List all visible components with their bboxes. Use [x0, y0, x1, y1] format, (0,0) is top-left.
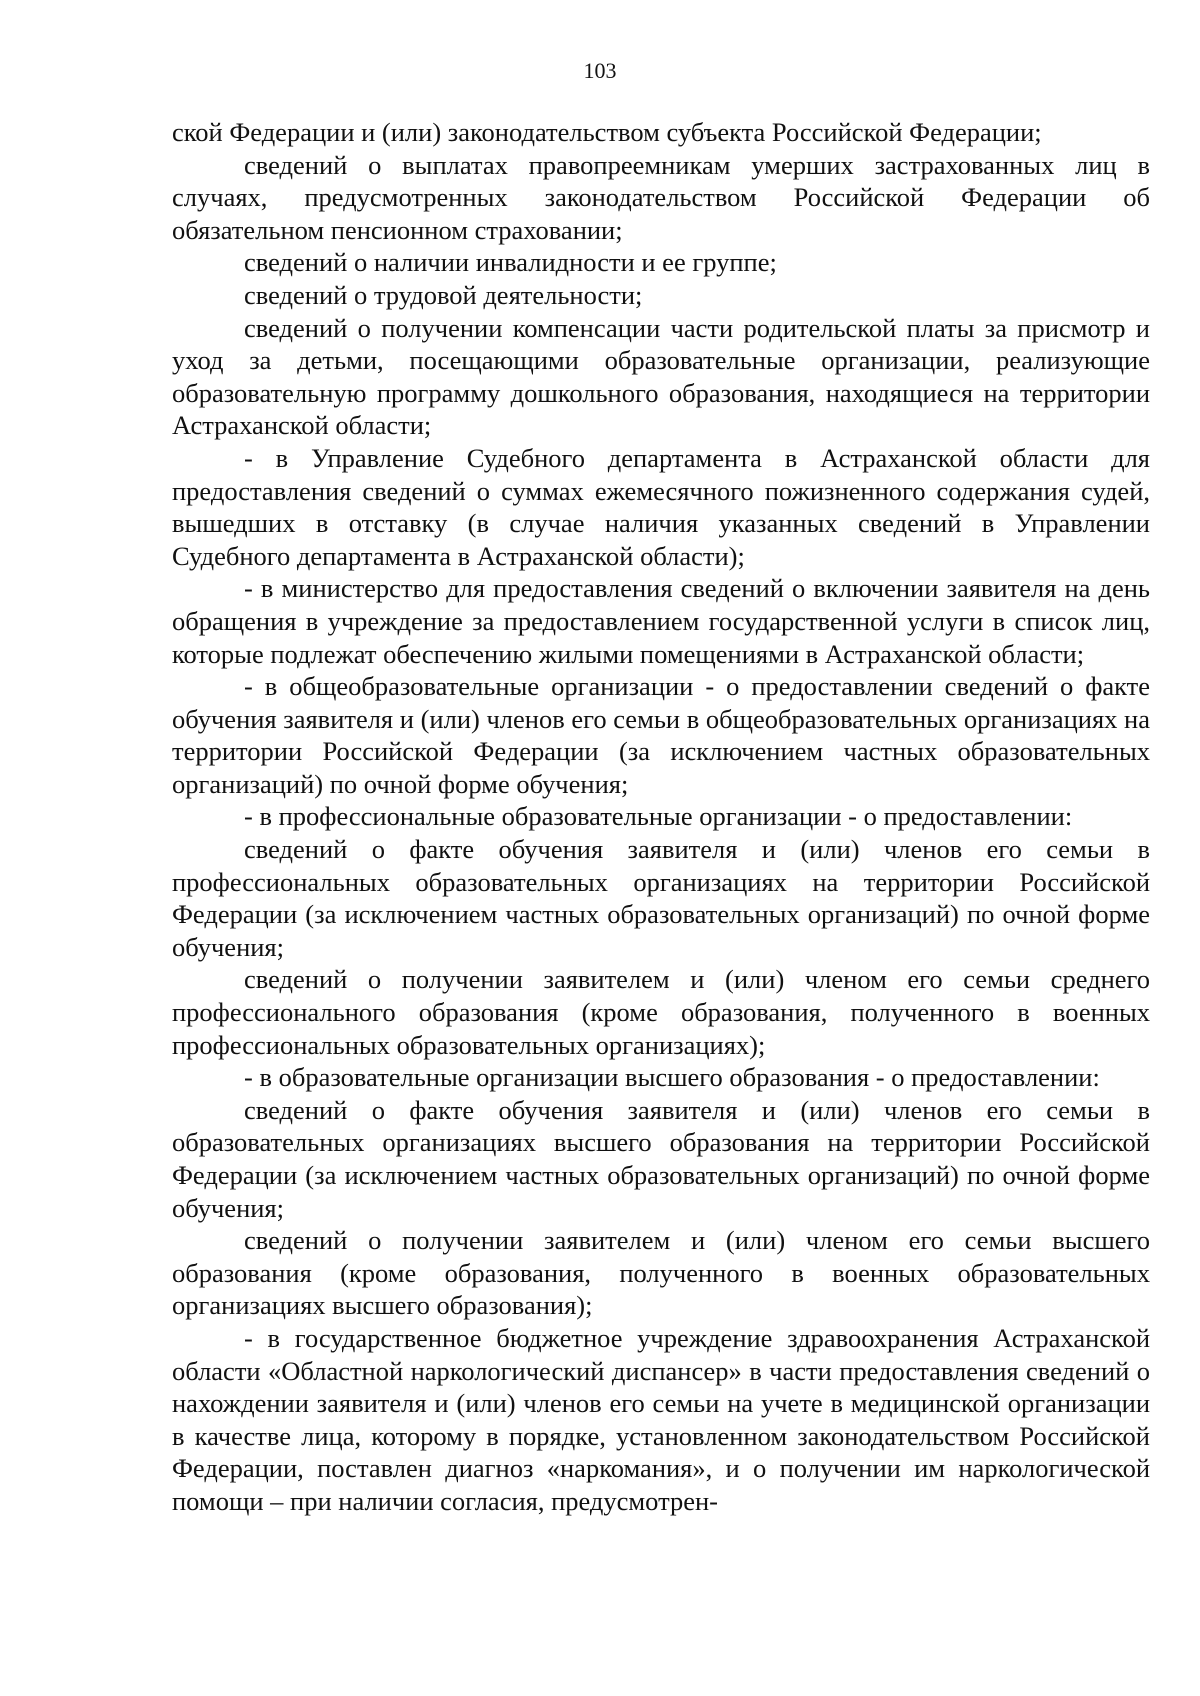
document-body — [172, 116, 1150, 1518]
paragraph-labor-activity: сведений о трудовой деятельности; — [244, 279, 643, 310]
paragraph-continuation: ской Федерации и (или) законодательством субъекта Российской Федерации; — [172, 117, 1042, 147]
paragraph-pension-payments: сведений о выплатах правопреемникам умерших застрахованных лиц в случаях, предусмотренных законодательством Российской Федерации об обязательном пенсионном страховании; — [172, 149, 1150, 245]
paragraph-professional-education: - в профессиональные образовательные организации - о предоставлении: — [244, 801, 1073, 832]
paragraph-higher-education-received: сведений о получении заявителем и (или) членом его семьи высшего образования (кроме образования, полученного в военных образовательных организациях высшего образования); — [172, 1225, 1150, 1321]
paragraph-secondary-professional: сведений о получении заявителем и (или) членом его семьи среднего профессионального образования (кроме образования, полученного в военных профессиональных образовательных организациях); — [172, 964, 1150, 1060]
paragraph-disability: сведений о наличии инвалидности и ее группе; — [244, 247, 777, 278]
paragraph-parental-compensation: сведений о получении компенсации части родительской платы за присмотр и уход за детьми, посещающими образовательные организации, реализующие образовательную программу дошкольного образования, находящиеся на территории Астраханской области; — [172, 312, 1150, 441]
paragraph-ministry-housing: - в министерство для предоставления сведений о включении заявителя на день обращения в учреждение за предоставлением государственной услуги в список лиц, которые подлежат обеспечению жилыми помещениями в Астраханской области; — [172, 573, 1150, 669]
paragraph-judicial-department: - в Управление Судебного департамента в Астраханской области для предоставления сведений о суммах ежемесячного пожизненного содержания судей, вышедших в отставку (в случае наличия указанных сведений в Управлении Судебного департамента в Астраханской области); — [172, 442, 1150, 571]
paragraph-higher-study-fact: сведений о факте обучения заявителя и (или) членов его семьи в образовательных организациях высшего образования на территории Российской Федерации (за исключением частных образовательных организаций) по очной форме обучения; — [172, 1094, 1150, 1223]
paragraph-narcology-dispensary: - в государственное бюджетное учреждение здравоохранения Астраханской области «Областной наркологический диспансер» в части предоставления сведений о нахождении заявителя и (или) членов его семьи на учете в медицинской организации в качестве лица, которому в порядке, установленном законодательством Российской Федерации, поставлен диагноз «наркомания», и о получении им наркологической помощи – при наличии согласия, предусмотрен- — [172, 1322, 1150, 1516]
page-number: 103 — [583, 58, 617, 83]
paragraph-professional-study-fact: сведений о факте обучения заявителя и (или) членов его семьи в профессиональных образовательных организациях на территории Российской Федерации (за исключением частных образовательных организаций) по очной форме обучения; — [172, 834, 1150, 962]
paragraph-higher-education: - в образовательные организации высшего образования - о предоставлении: — [244, 1062, 1100, 1093]
paragraph-general-education: - в общеобразовательные организации - о предоставлении сведений о факте обучения заявителя и (или) членов его семьи в общеобразовательных организациях на территории Российской Федерации (за исключением частных образовательных организаций) по очной форме обучения; — [172, 671, 1150, 799]
